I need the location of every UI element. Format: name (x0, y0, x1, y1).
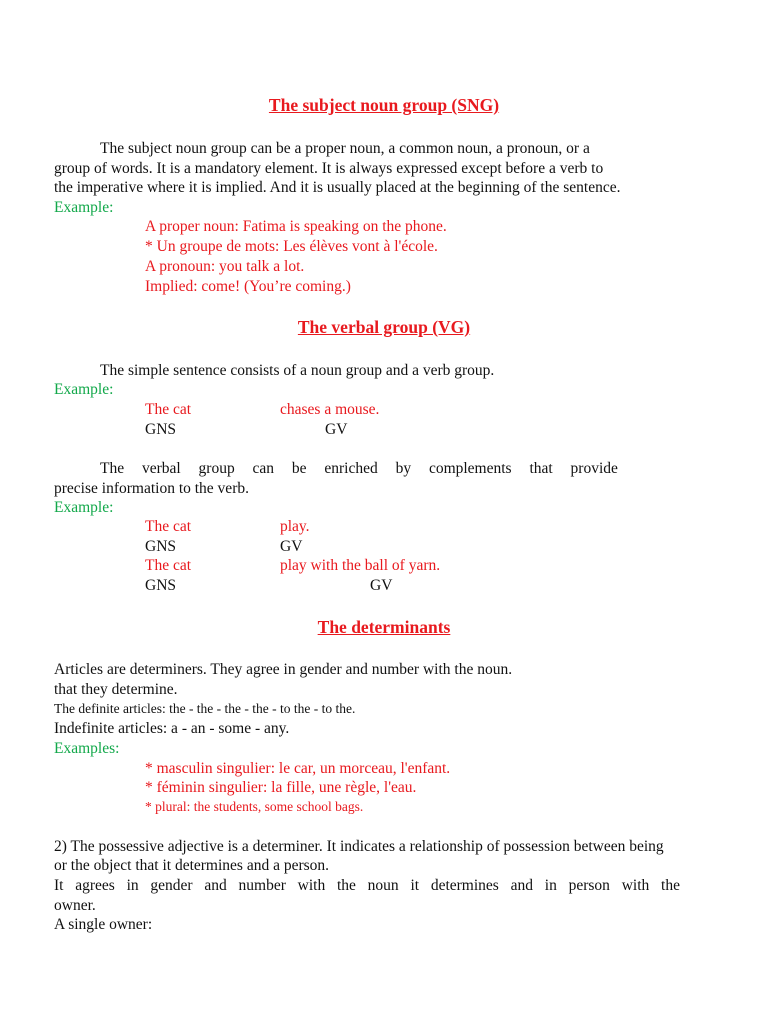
word: complements (428, 460, 512, 477)
det-example-1: * masculin singulier: le car, un morceau, l'enfant. (145, 760, 451, 777)
vg-ex2-subject-2: The cat (145, 557, 192, 574)
sng-paragraph-line-2: group of words. It is a mandatory element. It is always expressed except before a verb to (54, 160, 604, 177)
vg-ex2-subject-1: The cat (145, 518, 192, 535)
word: with (297, 877, 326, 894)
word: verbal (141, 460, 181, 477)
vg-intro: The simple sentence consists of a noun group and a verb group. (100, 362, 495, 379)
word: can (252, 460, 275, 477)
vg-ex2-verb-2: play with the ball of yarn. (280, 557, 441, 574)
word: it (410, 877, 420, 894)
vg-ex1-verb: chases a mouse. (280, 401, 380, 418)
det-example-3: * plural: the students, some school bags. (145, 799, 364, 814)
word: in (126, 877, 139, 894)
vg-example-label: Example: (54, 381, 114, 398)
word: The (100, 460, 125, 477)
word: the (661, 877, 680, 894)
sng-example-1: A proper noun: Fatima is speaking on the phone. (145, 218, 447, 235)
single-owner-label: A single owner: (54, 916, 153, 933)
det-examples-label: Examples: (54, 740, 120, 757)
sng-example-3: A pronoun: you talk a lot. (145, 258, 305, 275)
vg-ex2-verb-1: play. (280, 518, 310, 535)
word: person (568, 877, 610, 894)
vg-ex1-gv: GV (325, 421, 348, 438)
sng-example-2: * Un groupe de mots: Les élèves vont à l'école. (145, 238, 438, 255)
word: enriched (324, 460, 378, 477)
sng-example-label: Example: (54, 199, 114, 216)
word: with (621, 877, 650, 894)
vg-ex1-gns: GNS (145, 421, 177, 438)
word: and (204, 877, 227, 894)
sng-example-4: Implied: come! (You’re coming.) (145, 278, 351, 295)
section-title-determinants: The determinants (317, 617, 451, 637)
poss-line-4: owner. (54, 897, 96, 914)
det-definite-articles: The definite articles: the - the - the - the - to the - to the. (54, 701, 356, 716)
poss-line-2: or the object that it determines and a person. (54, 857, 330, 874)
poss-line-1: 2) The possessive adjective is a determiner. It indicates a relationship of possession between being (54, 838, 664, 855)
word: by (395, 460, 412, 477)
word: It (54, 877, 64, 894)
section-title-vg: The verbal group (VG) (297, 317, 471, 337)
vg-enrich-line-2: precise information to the verb. (54, 480, 249, 497)
word: that (529, 460, 553, 477)
sng-paragraph-line-3: the imperative where it is implied. And it is usually placed at the beginning of the sentence. (54, 179, 621, 196)
vg-ex1-subject: The cat (145, 401, 192, 418)
word: noun (367, 877, 399, 894)
det-line-2: that they determine. (54, 681, 178, 698)
word: provide (570, 460, 618, 477)
word: gender (150, 877, 193, 894)
sng-paragraph-line-1: The subject noun group can be a proper noun, a common noun, a pronoun, or a (100, 140, 590, 157)
word: group (198, 460, 235, 477)
vg-ex2-gns-2: GNS (145, 577, 177, 594)
det-indefinite-articles: Indefinite articles: a - an - some - any. (54, 720, 290, 737)
word: the (336, 877, 356, 894)
vg-ex2-gv-1: GV (280, 538, 303, 555)
vg-ex2-gv-2: GV (370, 577, 393, 594)
vg-enrich-line-1 (100, 461, 618, 477)
vg-ex2-gns-1: GNS (145, 538, 177, 555)
section-title-sng: The subject noun group (SNG) (268, 95, 500, 115)
word: and (510, 877, 533, 894)
poss-line-3 (54, 878, 680, 894)
det-example-2: * féminin singulier: la fille, une règle, l'eau. (145, 779, 417, 796)
word: number (238, 877, 286, 894)
word: in (544, 877, 557, 894)
det-line-1: Articles are determiners. They agree in gender and number with the noun. (54, 661, 513, 678)
word: determines (430, 877, 499, 894)
word: agrees (75, 877, 115, 894)
word: be (291, 460, 307, 477)
vg-example-label-2: Example: (54, 499, 114, 516)
